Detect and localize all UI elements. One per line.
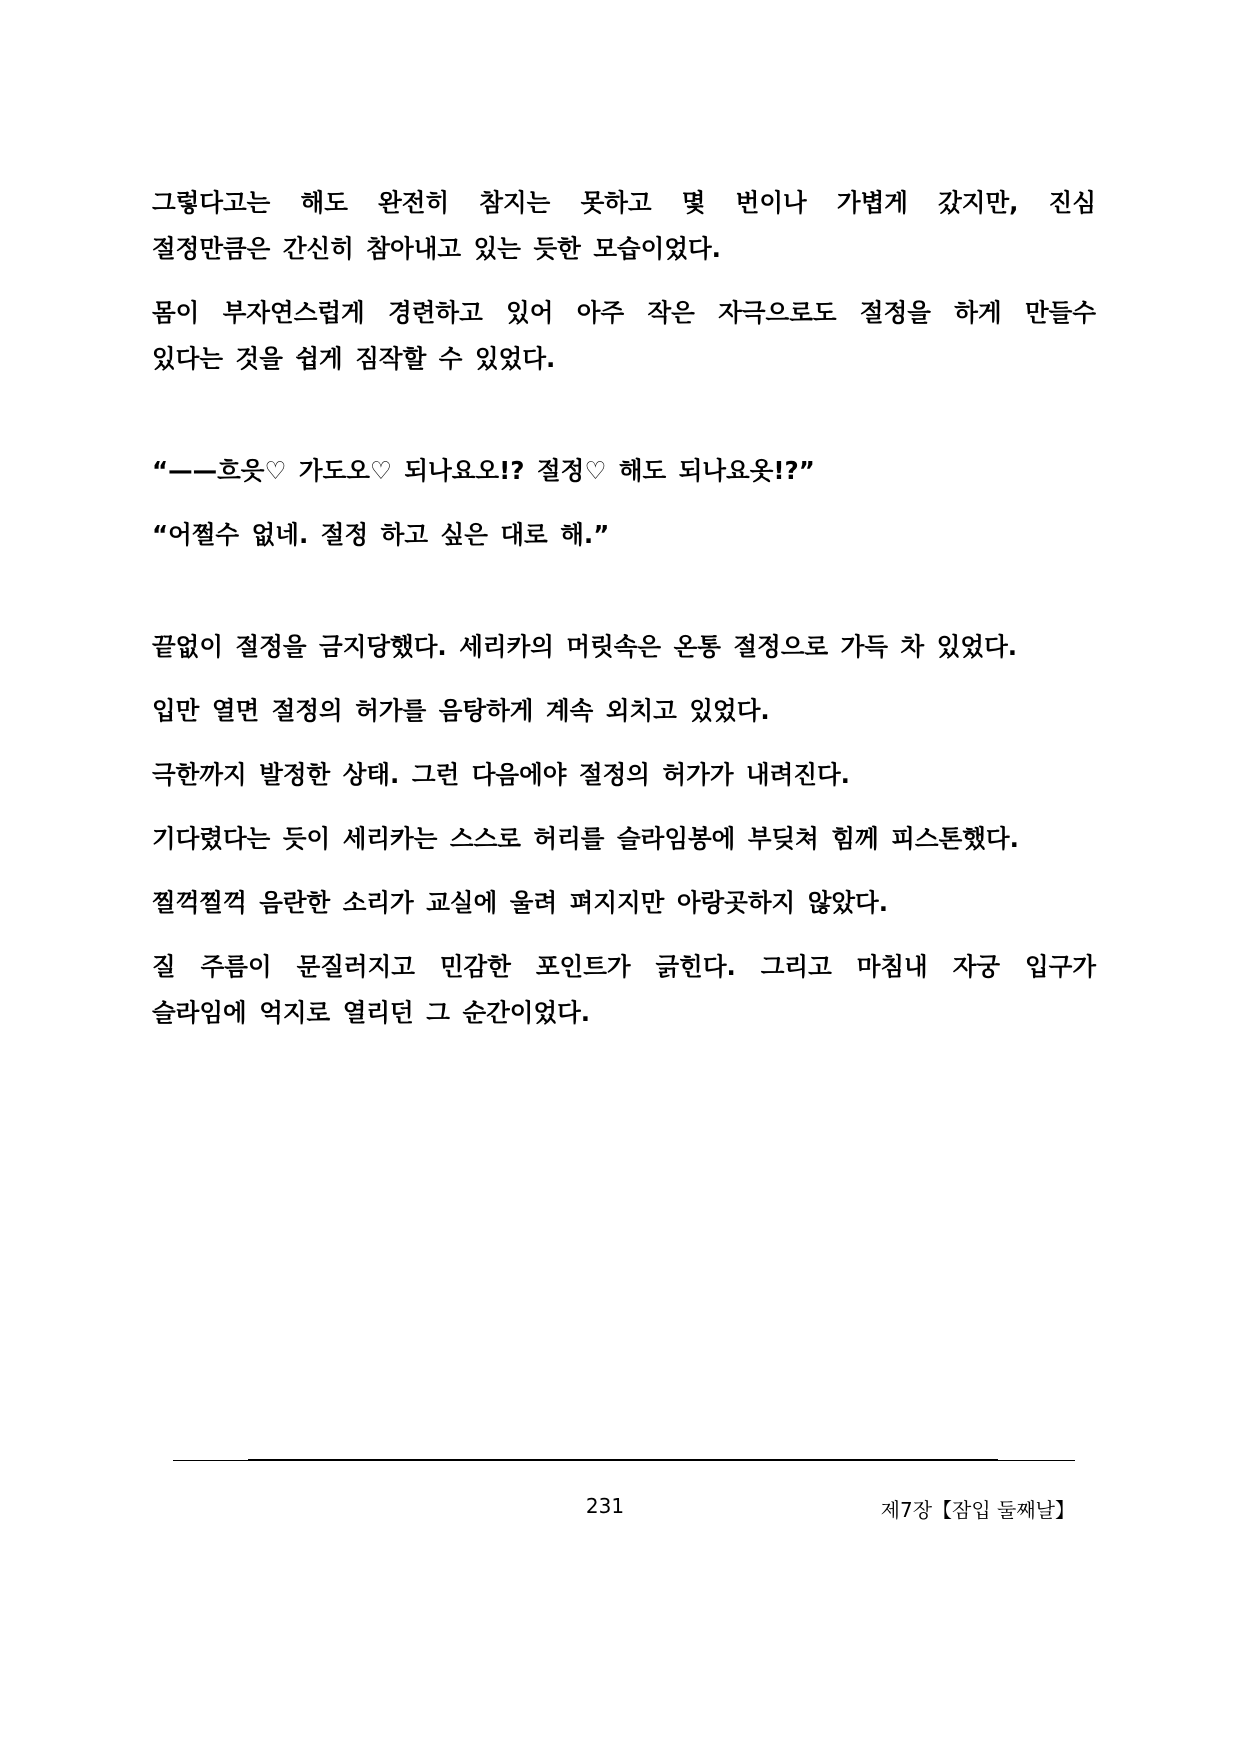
text-line: 있다는 것을 쉽게 짐작할 수 있었다. [152, 344, 556, 373]
paragraph-10 [152, 944, 1096, 1036]
text-line: 질 주름이 문질러지고 민감한 포인트가 긁힌다. 그리고 마침내 자궁 입구가 [152, 952, 1096, 981]
paragraph-1 [152, 180, 1096, 272]
paragraph-8: 기다렸다는 듯이 세리카는 스스로 허리를 슬라임봉에 부딪쳐 힘께 피스톤했다. [152, 824, 1019, 853]
paragraph-6: 입만 열면 절정의 허가를 음탕하게 계속 외치고 있었다. [152, 696, 770, 725]
chapter-title: 제7장【잠입 둘째날】 [880, 1498, 1075, 1522]
paragraph-7: 극한까지 발정한 상태. 그런 다음에야 절정의 허가가 내려진다. [152, 760, 850, 789]
paragraph-9: 찔꺽찔꺽 음란한 소리가 교실에 울려 펴지지만 아랑곳하지 않았다. [152, 888, 889, 917]
paragraph-2 [152, 290, 1096, 382]
paragraph-5: 끝없이 절정을 금지당했다. 세리카의 머릿속은 온통 절정으로 가득 차 있었다. [152, 632, 1018, 661]
page-body [152, 180, 1096, 1036]
dialogue-2: “어쩔수 없네. 절정 하고 싶은 대로 해.” [152, 520, 610, 549]
text-line: 절정만큼은 간신히 참아내고 있는 듯한 모습이었다. [152, 234, 721, 263]
page-number: 231 [585, 1494, 625, 1518]
footer-divider-bold [248, 1459, 998, 1461]
text-line: 그렇다고는 해도 완전히 참지는 못하고 몇 번이나 가볍게 갔지만, 진심 [152, 188, 1096, 217]
text-line: 몸이 부자연스럽게 경련하고 있어 아주 작은 자극으로도 절정을 하게 만들수 [152, 298, 1096, 327]
text-line: 슬라임에 억지로 열리던 그 순간이었다. [152, 998, 591, 1027]
dialogue-1: “——흐읏♡ 가도오♡ 되나요오!? 절정♡ 해도 되나요옷!?” [152, 456, 815, 485]
